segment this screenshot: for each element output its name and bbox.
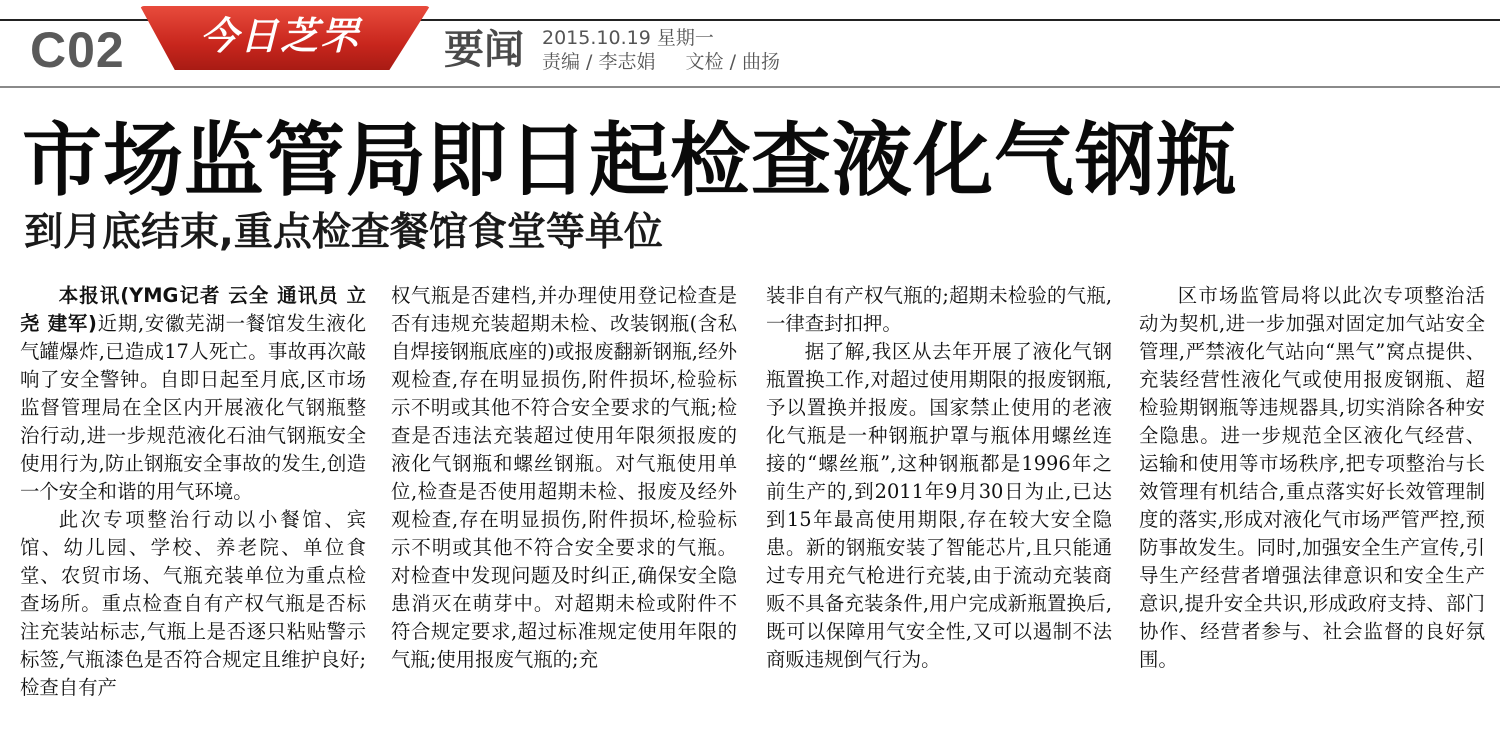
proofreader-credit: 文检 / 曲扬 — [685, 51, 781, 73]
paragraph: 装非自有产权气瓶的;超期未检验的气瓶,一律查封扣押。 — [766, 284, 1112, 335]
paragraph: 据了解,我区从去年开展了液化气钢瓶置换工作,对超过使用期限的报废钢瓶,予以置换并报废。国家禁止使用的老液化气瓶是一种钢瓶护罩与瓶体用螺丝连接的“螺丝瓶”,这种钢瓶都是1996年之前生产的,到2011年9月30日为止,已达到15年最高使用期限,存在较大安全隐患。新的钢瓶安装了智能芯片,且只能通过专用充气枪进行充装,由于流动充装商贩不具备充装条件,用户完成新瓶置换后,既可以保障用气安全性,又可以遏制不法商贩违规倒气行为。 — [766, 340, 1112, 671]
article-column-4 — [1139, 282, 1485, 738]
article-column-1 — [20, 282, 366, 738]
article-column-2 — [391, 282, 737, 738]
paragraph: 区市场监管局将以此次专项整治活动为契机,进一步加强对固定加气站安全管理,严禁液化气站向“黑气”窝点提供、充装经营性液化气或使用报废钢瓶、超检验期钢瓶等违规器具,切实消除各种安全隐患。进一步规范全区液化气经营、运输和使用等市场秩序,把专项整治与长效管理有机结合,重点落实好长效管理制度的落实,形成对液化气市场严管严控,预防事故发生。同时,加强安全生产宣传,引导生产经营者增强法律意识和安全生产意识,提升安全共识,形成政府支持、部门协作、经营者参与、社会监督的良好氛围。 — [1139, 284, 1485, 671]
subheadline: 到月底结束,重点检查餐馆食堂等单位 — [24, 210, 663, 255]
issue-date: 2015.10.19 星期一 — [542, 27, 714, 49]
byline: 本报讯(YMG记者 云全 通讯员 立尧 建军) — [20, 284, 366, 335]
article-body — [0, 282, 1500, 738]
paragraph-text: 近期,安徽芜湖一餐馆发生液化气罐爆炸,已造成17人死亡。事故再次敲响了安全警钟。自即日起至月底,区市场监督管理局在全区内开展液化气钢瓶整治行动,进一步规范液化石油气钢瓶安全使用行为,防止钢瓶安全事故的发生,创造一个安全和谐的用气环境。 — [20, 312, 366, 503]
masthead — [0, 0, 1500, 88]
article-column-3 — [766, 282, 1112, 738]
section-banner-text: 今日芝罘 — [199, 13, 360, 58]
paragraph: 此次专项整治行动以小餐馆、宾馆、幼儿园、学校、养老院、单位食堂、农贸市场、气瓶充装单位为重点检查场所。重点检查自有产权气瓶是否标注充装站标志,气瓶上是否逐只粘贴警示标签,气瓶漆色是否符合规定且维护良好;检查自有产 — [20, 508, 366, 699]
credits — [542, 50, 780, 74]
headline: 市场监管局即日起检查液化气钢瓶 — [22, 114, 1237, 207]
page-number: C02 — [30, 22, 125, 78]
section-name: 要闻 — [444, 27, 524, 73]
paragraph — [20, 282, 366, 506]
editor-credit: 责编 / 李志娟 — [542, 51, 656, 73]
paragraph: 权气瓶是否建档,并办理使用登记检查是否有违规充装超期未检、改装钢瓶(含私自焊接钢瓶底座的)或报废翻新钢瓶,经外观检查,存在明显损伤,附件损坏,检验标示不明或其他不符合安全要求的气瓶;检查是否违法充装超过使用年限须报废的液化气钢瓶和螺丝钢瓶。对气瓶使用单位,检查是否使用超期未检、报废及经外观检查,存在明显损伤,附件损坏,检验标示不明或其他不符合安全要求的气瓶。对检查中发现问题及时纠正,确保安全隐患消灭在萌芽中。对超期未检或附件不符合规定要求,超过标准规定使用年限的气瓶;使用报废气瓶的;充 — [391, 284, 737, 671]
